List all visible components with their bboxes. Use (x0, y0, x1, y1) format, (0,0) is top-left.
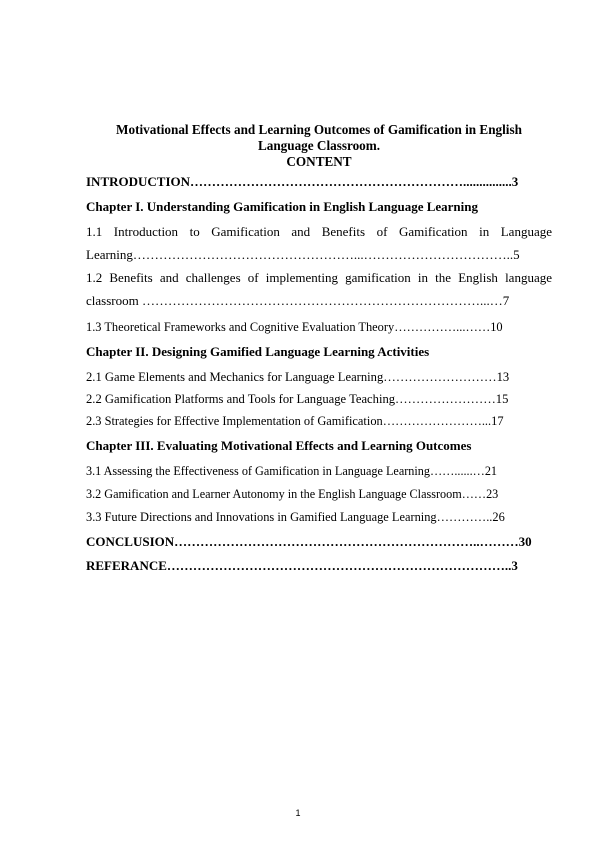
title-line-2: Language Classroom. (257, 138, 381, 153)
toc-item-2-3: 2.3 Strategies for Effective Implementation of Gamification……………………...17 (86, 414, 504, 428)
toc-item-1-2-line-1: 1.2 Benefits and challenges of implementing gamification in the English language (86, 270, 552, 285)
toc-item-2-2: 2.2 Gamification Platforms and Tools for Language Teaching……………………15 (86, 392, 509, 406)
toc-conclusion: CONCLUSION……………………………………………………………..………30 (86, 534, 532, 549)
toc-item-2-1: 2.1 Game Elements and Mechanics for Language Learning………………………13 (86, 370, 510, 384)
toc-item-1-3: 1.3 Theoretical Frameworks and Cognitive Evaluation Theory……………...……10 (86, 320, 503, 334)
toc-item-3-2: 3.2 Gamification and Learner Autonomy in the English Language Classroom……23 (86, 487, 499, 501)
content-heading: CONTENT (286, 154, 352, 169)
toc-chapter-1: Chapter I. Understanding Gamification in English Language Learning (86, 199, 478, 214)
toc-item-3-1: 3.1 Assessing the Effectiveness of Gamification in Language Learning……......…21 (86, 464, 498, 478)
toc-chapter-3: Chapter III. Evaluating Motivational Effects and Learning Outcomes (86, 438, 472, 453)
toc-referance: REFERANCE……………………………………………………………………..3 (86, 558, 518, 573)
document-title (86, 122, 552, 170)
title-line-1: Motivational Effects and Learning Outcomes of Gamification in English (116, 122, 522, 137)
page-number: 1 (295, 808, 301, 818)
toc-item-1-2-line-2: classroom ……………………………………………………………………...…7 (86, 293, 510, 308)
toc-introduction: INTRODUCTION………………………………………………………...............3 (86, 174, 519, 189)
toc-item-1-1-line-2: Learning……………………………………………...……………………………..5 (86, 247, 520, 262)
toc-item-1-1-line-1: 1.1 Introduction to Gamification and Benefits of Gamification in Language (86, 224, 552, 239)
toc-chapter-2: Chapter II. Designing Gamified Language Learning Activities (86, 344, 430, 359)
toc-item-3-3: 3.3 Future Directions and Innovations in Gamified Language Learning…………..26 (86, 510, 505, 524)
